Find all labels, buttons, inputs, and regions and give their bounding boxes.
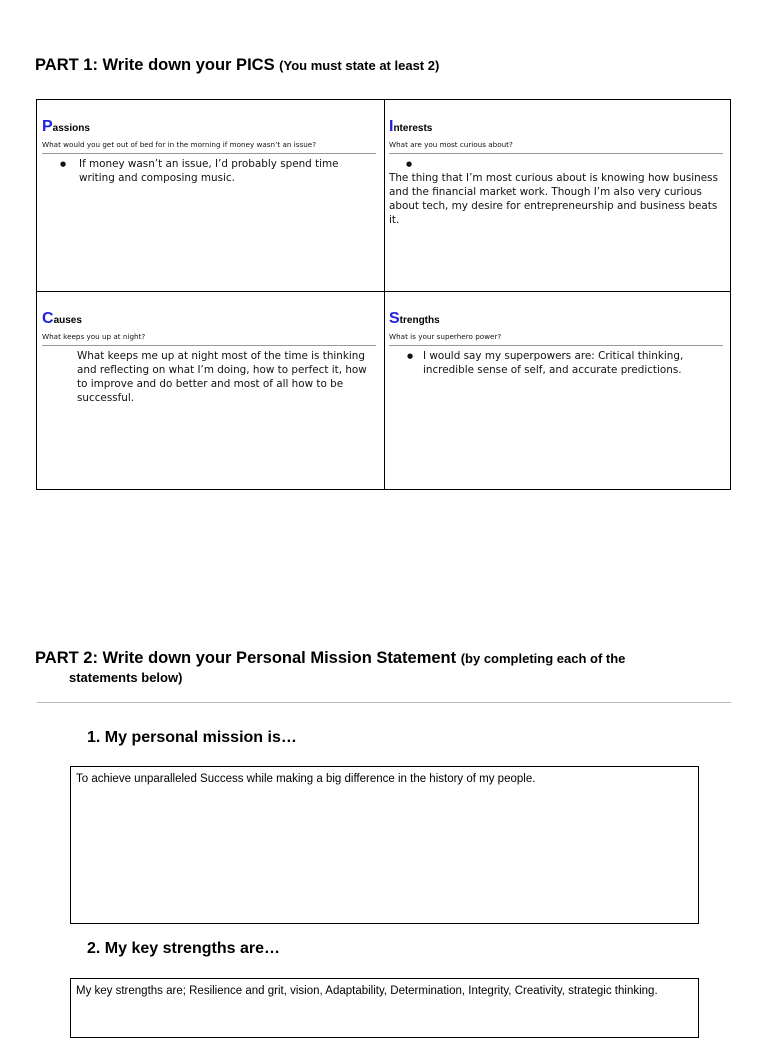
interests-answer[interactable] <box>389 157 723 227</box>
interests-rule <box>389 153 723 154</box>
strengths-answer[interactable] <box>389 349 723 377</box>
passions-question: What would you get out of bed for in the morning if money wasn’t an issue? <box>42 140 317 149</box>
part2-note-line2: statements below) <box>69 670 183 685</box>
section-divider <box>37 702 731 703</box>
passions-rule <box>42 153 376 154</box>
bullet-icon: ● <box>59 160 67 168</box>
passions-answer-text: If money wasn’t an issue, I’d probably spend time writing and composing music. <box>79 158 339 184</box>
bullet-icon: ● <box>406 352 414 360</box>
passions-letter: P <box>42 118 53 135</box>
causes-question: What keeps you up at night? <box>42 332 146 341</box>
causes-rule <box>42 345 376 346</box>
strengths-question: What is your superhero power? <box>389 332 502 341</box>
causes-letter: C <box>42 310 54 327</box>
causes-label: auses <box>53 315 82 326</box>
part2-title: PART 2: Write down your Personal Mission Statement <box>35 649 457 667</box>
interests-question: What are you most curious about? <box>389 140 513 149</box>
passions-label: assions <box>52 123 90 134</box>
causes-answer[interactable]: What keeps me up at night most of the time is thinking and reflecting on what I’m doing, how to perfect it, how to improve and do better and most of all how to be successful. <box>77 350 367 404</box>
strengths-heading: 2. My key strengths are… <box>87 940 280 957</box>
part1-title: PART 1: Write down your PICS <box>35 56 275 74</box>
interests-answer-text: The thing that I’m most curious about is knowing how business and the financial market work. Though I’m also very curious about tech, my desire for entrepreneurship and business beats it. <box>389 172 718 226</box>
passions-cell <box>42 118 376 185</box>
part2-heading <box>35 649 715 685</box>
passions-title <box>42 118 376 136</box>
strengths-letter: S <box>389 310 400 327</box>
part2-note-line1: (by completing each of the <box>460 651 626 666</box>
causes-cell <box>42 310 376 405</box>
interests-label: nterests <box>393 123 433 134</box>
grid-vertical-divider <box>384 100 385 489</box>
grid-horizontal-divider <box>37 291 730 292</box>
part1-note: (You must state at least 2) <box>279 58 440 73</box>
strengths-answer-text: I would say my superpowers are: Critical thinking, incredible sense of self, and accurate predictions. <box>423 350 684 376</box>
strengths-answer-box[interactable]: My key strengths are; Resilience and grit, vision, Adaptability, Determination, Integrity, Creativity, strategic thinking. <box>70 978 699 1038</box>
strengths-title <box>389 310 723 328</box>
passions-answer[interactable] <box>42 157 376 185</box>
bullet-icon: ● <box>406 160 413 168</box>
strengths-label: trengths <box>399 315 440 326</box>
strengths-rule <box>389 345 723 346</box>
strengths-cell <box>389 310 723 377</box>
interests-cell <box>389 118 723 227</box>
interests-letter: I <box>389 118 394 135</box>
part1-heading <box>35 56 439 75</box>
mission-heading: 1. My personal mission is… <box>87 729 297 746</box>
pics-grid <box>36 99 731 490</box>
interests-title <box>389 118 723 136</box>
mission-answer-box[interactable]: To achieve unparalleled Success while making a big difference in the history of my people. <box>70 766 699 924</box>
causes-title <box>42 310 376 328</box>
